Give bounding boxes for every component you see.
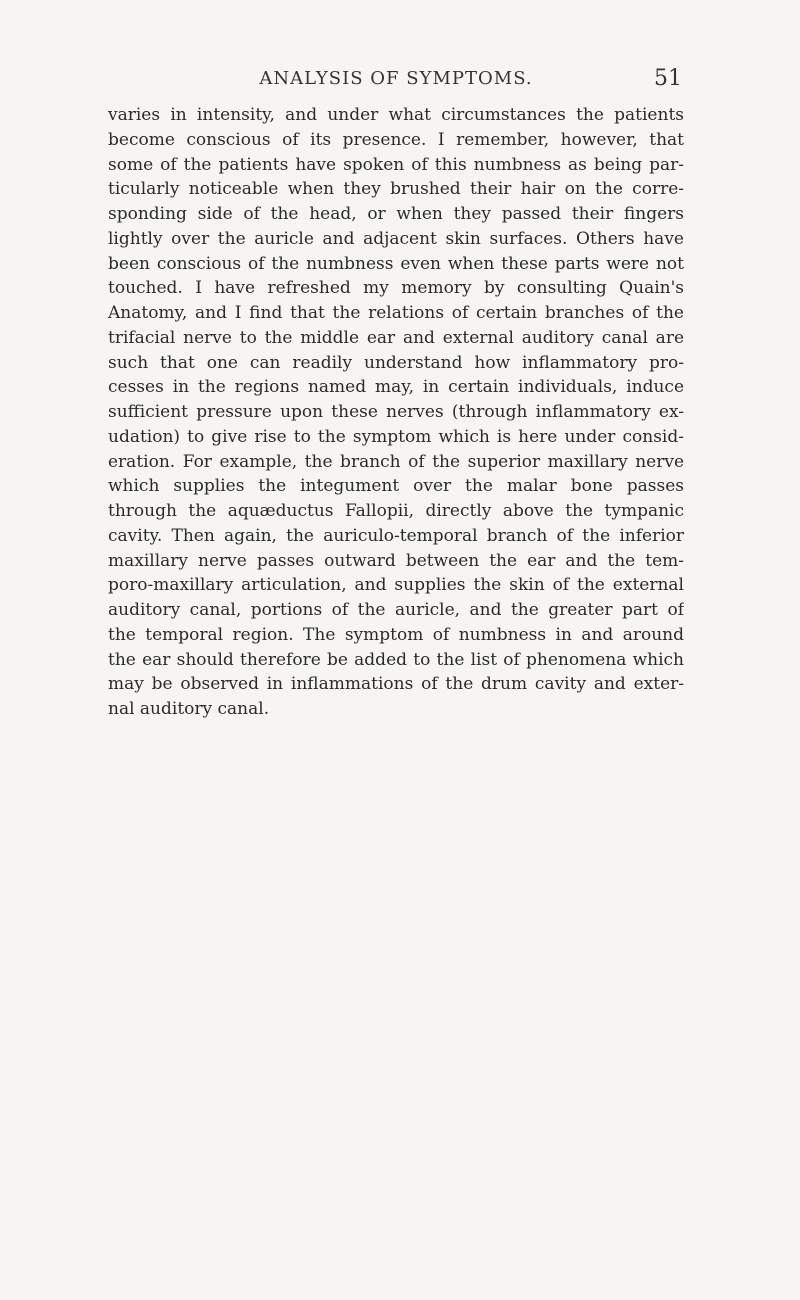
text-line: may be observed in inflammations of the drum cavity and exter- [108, 674, 684, 695]
text-line: nal auditory canal. [108, 699, 270, 719]
text-line: sufficient pressure upon these nerves (through inflammatory ex- [108, 402, 684, 422]
page-number: 51 [654, 66, 682, 91]
text-line: eration. For example, the branch of the superior maxillary nerve [108, 451, 684, 472]
body-paragraph [108, 103, 684, 722]
text-line: cavity. Then again, the auriculo-temporal branch of the inferior [108, 525, 684, 546]
running-title: ANALYSIS OF SYMPTOMS. [259, 68, 533, 89]
text-line: cesses in the regions named may, in certain individuals, induce [108, 377, 684, 398]
text-line: Anatomy, and I find that the relations of certain branches of the [108, 303, 684, 323]
text-line: the ear should therefore be added to the list of phenomena which [108, 649, 684, 670]
text-line: udation) to give rise to the symptom which is here under consid- [108, 426, 684, 447]
text-line: varies in intensity, and under what circumstances the patients [108, 105, 684, 125]
text-line: auditory canal, portions of the auricle, and the greater part of [108, 600, 684, 620]
text-line: ticularly noticeable when they brushed their hair on the corre- [108, 179, 684, 200]
text-line: trifacial nerve to the middle ear and external auditory canal are [108, 327, 684, 348]
text-line: been conscious of the numbness even when these parts were not [108, 253, 684, 274]
text-line: touched. I have refreshed my memory by consulting Quain's [108, 278, 684, 299]
text-line: some of the patients have spoken of this numbness as being par- [108, 154, 684, 175]
text-line: through the aquæductus Fallopii, directly above the tympanic [108, 501, 684, 521]
text-line: sponding side of the head, or when they passed their fingers [108, 204, 684, 224]
text-line: such that one can readily understand how inflammatory pro- [108, 352, 684, 373]
text-line: which supplies the integument over the malar bone passes [108, 476, 684, 497]
text-line: poro-maxillary articulation, and supplies the skin of the external [108, 575, 684, 596]
running-header [110, 64, 682, 96]
text-line: lightly over the auricle and adjacent skin surfaces. Others have [108, 228, 684, 249]
text-line: become conscious of its presence. I remember, however, that [108, 129, 684, 150]
text-line: maxillary nerve passes outward between the ear and the tem- [108, 550, 684, 571]
text-line: the temporal region. The symptom of numbness in and around [108, 624, 684, 645]
